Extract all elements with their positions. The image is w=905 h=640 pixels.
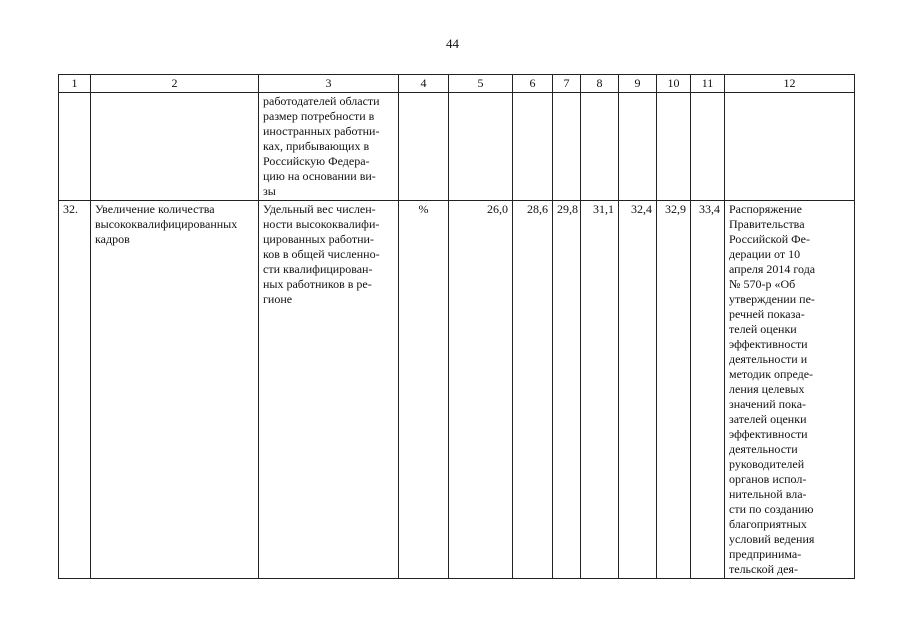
basis-cell	[725, 93, 855, 201]
column-header: 4	[399, 75, 449, 93]
page-number: 44	[446, 36, 459, 51]
value-cell: 32,4	[619, 201, 657, 579]
value-cell	[553, 93, 581, 201]
basis-cell: Распоряжение Правительства Российской Фе- дерации от 10 апреля 2014 года № 570-р «Об утверждении пе- речней показа- телей оценки эффективности деятельности и методик опреде- ления целевых значений пока- зателей оценки эффективности деятельности руководителей органов испол- нительной вла- сти по созданию благоприятных условий ведения предпринима- тельской дея-	[725, 201, 855, 579]
column-header: 3	[259, 75, 399, 93]
value-cell	[691, 93, 725, 201]
column-header: 12	[725, 75, 855, 93]
row-number-cell: 32.	[59, 201, 91, 579]
column-header: 6	[513, 75, 553, 93]
column-header: 1	[59, 75, 91, 93]
column-header: 2	[91, 75, 259, 93]
value-cell	[513, 93, 553, 201]
value-cell: 33,4	[691, 201, 725, 579]
value-cell	[449, 93, 513, 201]
row-number-cell	[59, 93, 91, 201]
indicator-cell: работодателей области размер потребности в иностранных работни- ках, прибывающих в Российскую Федера- цию на основании ви- зы	[259, 93, 399, 201]
table-header-row	[59, 75, 855, 93]
value-cell	[619, 93, 657, 201]
column-header: 8	[581, 75, 619, 93]
value-cell: 26,0	[449, 201, 513, 579]
table-row	[59, 201, 855, 579]
value-cell: 32,9	[657, 201, 691, 579]
column-header: 10	[657, 75, 691, 93]
value-cell: 28,6	[513, 201, 553, 579]
column-header: 9	[619, 75, 657, 93]
unit-cell: %	[399, 201, 449, 579]
table-row	[59, 93, 855, 201]
value-cell	[581, 93, 619, 201]
measure-name-cell: Увеличение количества высококвалифицированных кадров	[91, 201, 259, 579]
column-header: 7	[553, 75, 581, 93]
column-header: 11	[691, 75, 725, 93]
unit-cell	[399, 93, 449, 201]
value-cell: 29,8	[553, 201, 581, 579]
value-cell: 31,1	[581, 201, 619, 579]
indicators-table	[58, 74, 855, 579]
column-header: 5	[449, 75, 513, 93]
measure-name-cell	[91, 93, 259, 201]
value-cell	[657, 93, 691, 201]
indicator-cell: Удельный вес числен- ности высококвалифи- цированных работни- ков в общей численно- сти квалифицирован- ных работников в ре- гионе	[259, 201, 399, 579]
